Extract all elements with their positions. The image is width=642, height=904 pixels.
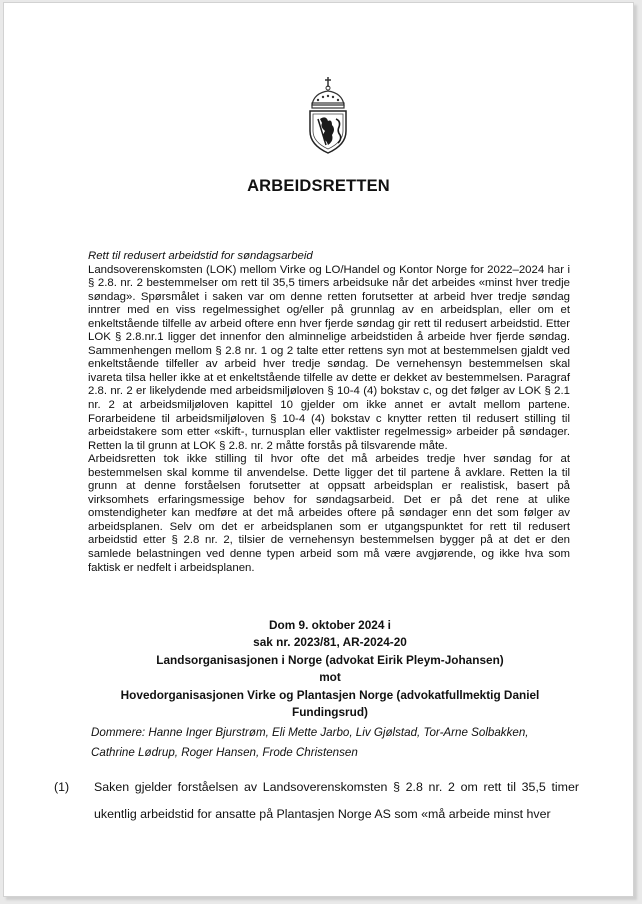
defendant: Hovedorganisasjonen Virke og Plantasjen Norge (advokatfullmektig Daniel Fundingsrud) (120, 687, 540, 720)
paragraph-number: (1) (54, 780, 70, 794)
versus: mot (319, 670, 341, 685)
case-number: sak nr. 2023/81, AR-2024-20 (253, 635, 407, 650)
plaintiff: Landsorganisasjonen i Norge (advokat Eirik Pleym-Johansen) (156, 652, 504, 667)
summary-heading: Rett til redusert arbeidstid for søndagsarbeid (88, 250, 313, 262)
court-title: ARBEIDSRETTEN (247, 177, 390, 195)
case-caption (94, 617, 566, 721)
judges-list: Dommere: Hanne Inger Bjurstrøm, Eli Mette Jarbo, Liv Gjølstad, Tor-Arne Solbakken, Cathrine Lødrup, Roger Hansen, Frode Christensen (91, 726, 529, 759)
case-summary (88, 250, 570, 575)
paragraph-text: Saken gjelder forståelsen av Landsoverenskomsten § 2.8 nr. 2 om rett til 35,5 timer ukentlig arbeidstid for ansatte på Plantasjen Norge AS som «må arbeide minst hver (94, 780, 579, 821)
judgment-date: Dom 9. oktober 2024 i (269, 618, 391, 632)
summary-paragraph: Arbeidsretten tok ikke stilling til hvor ofte det må arbeides tredje hver søndag for at bestemmelsen skal komme til anvendelse. Dette ligger det til partene å avklare. Retten la til grunn at denne forståelsen forutsetter at oppsatt arbeidsplan er realistisk, basert på virksomhets erfaringsmessige behov for søndagsarbeid. Det er på det rene at ulike omstendigheter kan medføre at det må arbeides oftere på søndager enn det som følger av arbeidsplanen. Selv om det er arbeidsplanen som er utgangspunktet for rett til redusert arbeidstid etter § 2.8 nr. 2, tilsier de vernehensyn bestemmelsen bygger på at det er den samlede belastningen ved denne typen arbeid som må være avgjørende, og ikke hva som faktisk er nedfelt i arbeidsplanen. (88, 453, 570, 574)
document-page (3, 2, 634, 897)
coat-of-arms-icon (306, 75, 350, 155)
summary-paragraph: Landsoverenskomsten (LOK) mellom Virke og LO/Handel og Kontor Norge for 2022–2024 har i § 2.8. nr. 2 bestemmelser om rett til 35,5 timers arbeidsuke når det arbeides «minst hver tredje søndag». Spørsmålet i saken var om denne retten forutsetter at arbeid hver tredje søndag inntrer med en viss regelmessighet og/eller på grunnlag av en arbeidsplan, eller om et enkeltstående tilfelle av arbeid oftere enn hver fjerde søndag gir rett til redusert arbeidstid. Etter LOK § 2.8.nr.1 ligger det innenfor den alminnelige arbeidstiden å arbeide hver fjerde søndag. Sammenhengen mellom § 2.8 nr. 1 og 2 talte etter rettens syn mot at bestemmelsen gjaldt ved enkeltstående tilfeller av arbeid hver tredje søndag. De vernehensyn bestemmelsen skal ivareta tilsa heller ikke at et enkeltstående tilfelle av dette er dekket av bestemmelsen. Paragraf 2.8. nr. 2 er likelydende med arbeidsmiljøloven § 10-4 (4) bokstav c, og det følger av LOK § 2.1 nr. 2 at arbeidsmiljøloven kapittel 10 gjelder om ikke annet er avtalt mellom partene. Forarbeidene til arbeidsmiljøloven § 10-4 (4) bokstav c knytter retten til redusert stilling til arbeidstakere som etter «skift-, turnusplan eller vaktlister regelmessig» arbeider på søndager. Retten la til grunn at LOK § 2.8. nr. 2 måtte forstås på tilsvarende måte. (88, 263, 570, 452)
